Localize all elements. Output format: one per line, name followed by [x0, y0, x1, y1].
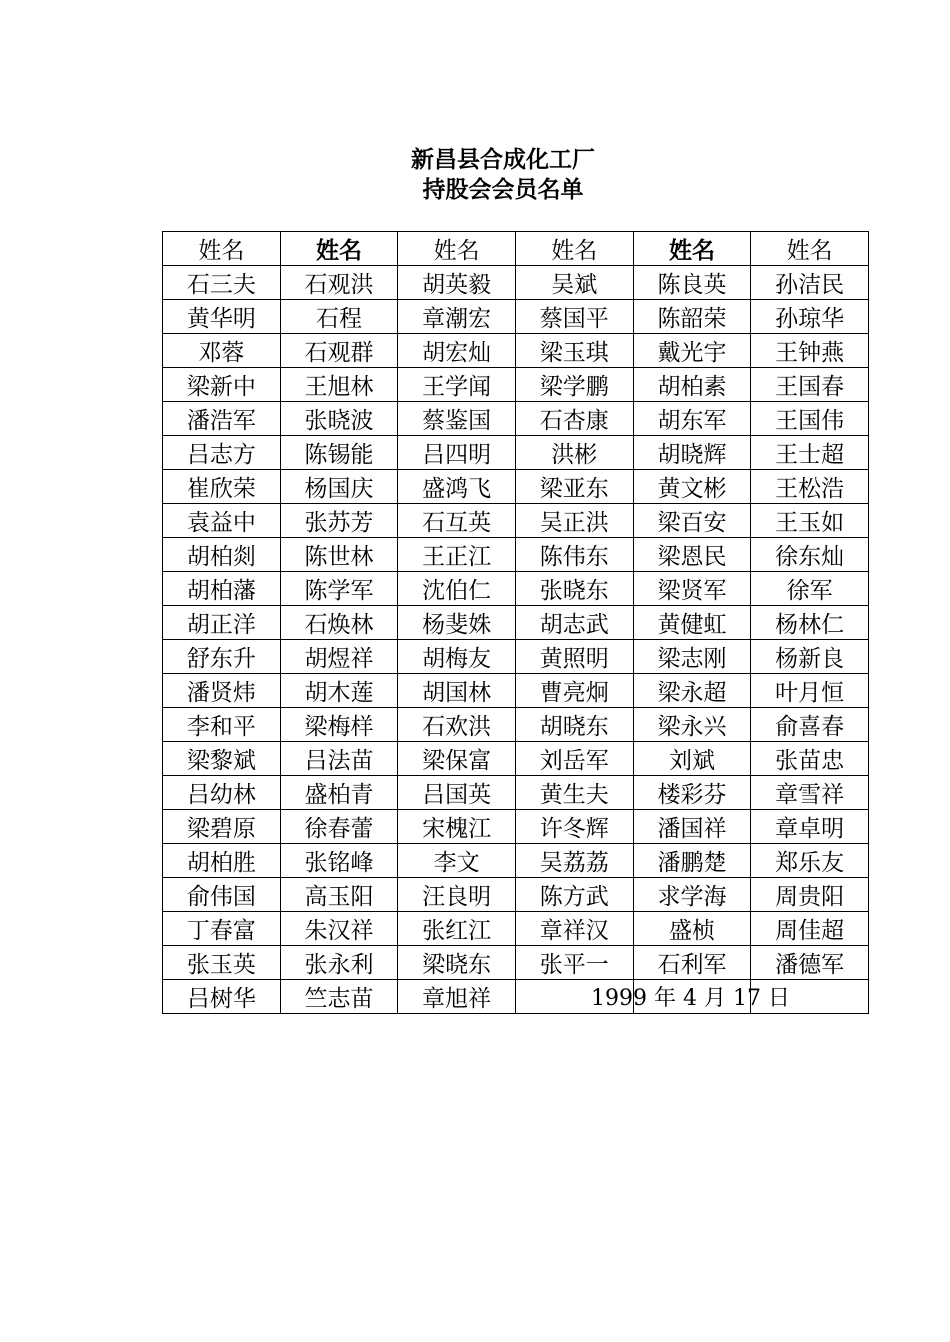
- member-name-cell: 叶月恒: [751, 674, 869, 708]
- table-row: [163, 368, 869, 402]
- table-row: [163, 810, 869, 844]
- member-name-cell: 梁梅样: [280, 708, 398, 742]
- member-name-cell: 吴正洪: [515, 504, 633, 538]
- column-header: 姓名: [398, 232, 516, 266]
- member-name-cell: 石互英: [398, 504, 516, 538]
- member-name-cell: 蔡鉴国: [398, 402, 516, 436]
- member-name-cell: 盛鸿飞: [398, 470, 516, 504]
- member-name-cell: 宋槐江: [398, 810, 516, 844]
- member-name-cell: 张铭峰: [280, 844, 398, 878]
- member-name-cell: 陈良英: [633, 266, 751, 300]
- member-name-cell: 石欢洪: [398, 708, 516, 742]
- member-name-cell: 吴斌: [515, 266, 633, 300]
- member-name-cell: 高玉阳: [280, 878, 398, 912]
- member-name-cell: 徐春蕾: [280, 810, 398, 844]
- member-name-cell: 王士超: [751, 436, 869, 470]
- member-name-cell: 梁志刚: [633, 640, 751, 674]
- member-name-cell: 王国伟: [751, 402, 869, 436]
- member-name-cell: 胡晓辉: [633, 436, 751, 470]
- member-name-cell: 陈方武: [515, 878, 633, 912]
- member-name-cell: 竺志苗: [280, 980, 398, 1014]
- member-name-cell: 王旭林: [280, 368, 398, 402]
- member-name-cell: 刘岳军: [515, 742, 633, 776]
- column-header: 姓名: [515, 232, 633, 266]
- member-name-cell: 潘国祥: [633, 810, 751, 844]
- member-name-cell: 袁益中: [163, 504, 281, 538]
- column-header: 姓名: [163, 232, 281, 266]
- member-name-cell: 胡国林: [398, 674, 516, 708]
- column-header: 姓名: [280, 232, 398, 266]
- member-name-cell: 徐军: [751, 572, 869, 606]
- member-name-cell: 洪彬: [515, 436, 633, 470]
- member-name-cell: 潘贤炜: [163, 674, 281, 708]
- table-row: [163, 878, 869, 912]
- member-name-cell: 楼彩芬: [633, 776, 751, 810]
- member-name-cell: 梁玉琪: [515, 334, 633, 368]
- member-name-cell: 陈学军: [280, 572, 398, 606]
- member-name-cell: 邓蓉: [163, 334, 281, 368]
- member-name-cell: 梁亚东: [515, 470, 633, 504]
- member-name-cell: 石杏康: [515, 402, 633, 436]
- member-name-cell: 黄照明: [515, 640, 633, 674]
- member-name-cell: 王学闻: [398, 368, 516, 402]
- member-name-cell: 石利军: [633, 946, 751, 980]
- member-name-cell: 章潮宏: [398, 300, 516, 334]
- table-body: [163, 266, 869, 1014]
- member-name-cell: 吴荔荔: [515, 844, 633, 878]
- member-name-cell: 黄生夫: [515, 776, 633, 810]
- member-name-cell: 吕幼林: [163, 776, 281, 810]
- member-name-cell: 陈伟东: [515, 538, 633, 572]
- member-name-cell: 刘斌: [633, 742, 751, 776]
- member-name-cell: 胡柏藩: [163, 572, 281, 606]
- member-name-cell: 蔡国平: [515, 300, 633, 334]
- member-name-cell: 盛桢: [633, 912, 751, 946]
- member-name-cell: 丁春富: [163, 912, 281, 946]
- member-name-cell: 潘德军: [751, 946, 869, 980]
- member-name-cell: 梁新中: [163, 368, 281, 402]
- member-name-cell: 张晓波: [280, 402, 398, 436]
- member-name-cell: 胡英毅: [398, 266, 516, 300]
- member-name-cell: 郑乐友: [751, 844, 869, 878]
- member-name-cell: 梁贤军: [633, 572, 751, 606]
- member-name-cell: 张苗忠: [751, 742, 869, 776]
- member-name-cell: 黄文彬: [633, 470, 751, 504]
- table-row: [163, 300, 869, 334]
- member-name-cell: 吕法苗: [280, 742, 398, 776]
- table-row: [163, 334, 869, 368]
- member-name-cell: 陈世林: [280, 538, 398, 572]
- member-name-cell: 张红江: [398, 912, 516, 946]
- member-name-cell: 孙琼华: [751, 300, 869, 334]
- member-name-cell: 梁保富: [398, 742, 516, 776]
- member-name-cell: 石三夫: [163, 266, 281, 300]
- member-name-cell: 胡柏素: [633, 368, 751, 402]
- member-name-cell: 石程: [280, 300, 398, 334]
- member-name-cell: 胡志武: [515, 606, 633, 640]
- table-row: [163, 708, 869, 742]
- member-name-cell: 石观群: [280, 334, 398, 368]
- document-date: 1999 年 4 月 17 日: [591, 986, 790, 1011]
- table-row: [163, 470, 869, 504]
- member-name-cell: 王玉如: [751, 504, 869, 538]
- member-name-cell: 吕四明: [398, 436, 516, 470]
- member-name-cell: 沈伯仁: [398, 572, 516, 606]
- member-name-cell: 梁永兴: [633, 708, 751, 742]
- member-name-cell: 王松浩: [751, 470, 869, 504]
- table-header-row: [163, 232, 869, 266]
- member-name-cell: 许冬辉: [515, 810, 633, 844]
- member-name-cell: 章旭祥: [398, 980, 516, 1014]
- member-roster-table: [162, 231, 869, 1014]
- member-name-cell: 胡木莲: [280, 674, 398, 708]
- member-name-cell: 张晓东: [515, 572, 633, 606]
- member-name-cell: 吕国英: [398, 776, 516, 810]
- document-title-line-1: 新昌县合成化工厂: [411, 147, 595, 173]
- member-name-cell: 梁晓东: [398, 946, 516, 980]
- column-header: 姓名: [751, 232, 869, 266]
- member-name-cell: 黄华明: [163, 300, 281, 334]
- member-name-cell: 李文: [398, 844, 516, 878]
- table-row: [163, 504, 869, 538]
- member-name-cell: 胡正洋: [163, 606, 281, 640]
- member-name-cell: 陈锡能: [280, 436, 398, 470]
- member-name-cell: 王钟燕: [751, 334, 869, 368]
- member-name-cell: 胡柏剡: [163, 538, 281, 572]
- member-name-cell: 梁碧原: [163, 810, 281, 844]
- member-name-cell: 胡东军: [633, 402, 751, 436]
- member-name-cell: 李和平: [163, 708, 281, 742]
- member-name-cell: 俞伟国: [163, 878, 281, 912]
- member-name-cell: 章卓明: [751, 810, 869, 844]
- table-row: [163, 402, 869, 436]
- member-name-cell: 梁永超: [633, 674, 751, 708]
- member-name-cell: 章祥汉: [515, 912, 633, 946]
- member-name-cell: 潘浩军: [163, 402, 281, 436]
- member-name-cell: 梁黎斌: [163, 742, 281, 776]
- member-name-cell: 张苏芳: [280, 504, 398, 538]
- table-row: [163, 640, 869, 674]
- table-row: [163, 436, 869, 470]
- table-row: [163, 538, 869, 572]
- member-name-cell: 俞喜春: [751, 708, 869, 742]
- member-name-cell: 梁学鹏: [515, 368, 633, 402]
- member-name-cell: 石焕林: [280, 606, 398, 640]
- member-name-cell: 王正江: [398, 538, 516, 572]
- member-name-cell: 章雪祥: [751, 776, 869, 810]
- member-name-cell: 胡煜祥: [280, 640, 398, 674]
- member-name-cell: 张玉英: [163, 946, 281, 980]
- table-row: [163, 946, 869, 980]
- member-name-cell: 胡晓东: [515, 708, 633, 742]
- member-name-cell: 汪良明: [398, 878, 516, 912]
- member-name-cell: 盛柏青: [280, 776, 398, 810]
- document-title-line-2: 持股会会员名单: [422, 177, 584, 203]
- member-name-cell: 石观洪: [280, 266, 398, 300]
- member-name-cell: 杨新良: [751, 640, 869, 674]
- member-name-cell: 陈韶荣: [633, 300, 751, 334]
- member-name-cell: 张永利: [280, 946, 398, 980]
- member-name-cell: 潘鹏楚: [633, 844, 751, 878]
- member-name-cell: 曹亮炯: [515, 674, 633, 708]
- member-name-cell: 胡梅友: [398, 640, 516, 674]
- member-name-cell: 张平一: [515, 946, 633, 980]
- member-name-cell: 吕志方: [163, 436, 281, 470]
- column-header: 姓名: [633, 232, 751, 266]
- member-name-cell: 朱汉祥: [280, 912, 398, 946]
- member-name-cell: 胡柏胜: [163, 844, 281, 878]
- member-name-cell: 杨林仁: [751, 606, 869, 640]
- member-name-cell: 徐东灿: [751, 538, 869, 572]
- table-row: [163, 572, 869, 606]
- member-name-cell: 戴光宇: [633, 334, 751, 368]
- member-name-cell: 崔欣荣: [163, 470, 281, 504]
- member-name-cell: 梁恩民: [633, 538, 751, 572]
- table-row: [163, 776, 869, 810]
- table-row: [163, 742, 869, 776]
- table-row: [163, 912, 869, 946]
- member-name-cell: 黄健虹: [633, 606, 751, 640]
- member-name-cell: 求学海: [633, 878, 751, 912]
- member-name-cell: 杨国庆: [280, 470, 398, 504]
- table-row: [163, 674, 869, 708]
- table-row: [163, 606, 869, 640]
- member-name-cell: 周佳超: [751, 912, 869, 946]
- member-name-cell: 杨斐姝: [398, 606, 516, 640]
- table-row: [163, 266, 869, 300]
- table-row: [163, 844, 869, 878]
- member-name-cell: 舒东升: [163, 640, 281, 674]
- member-name-cell: 周贵阳: [751, 878, 869, 912]
- member-name-cell: 梁百安: [633, 504, 751, 538]
- member-name-cell: 吕树华: [163, 980, 281, 1014]
- member-name-cell: 王国春: [751, 368, 869, 402]
- member-name-cell: 孙洁民: [751, 266, 869, 300]
- member-name-cell: 胡宏灿: [398, 334, 516, 368]
